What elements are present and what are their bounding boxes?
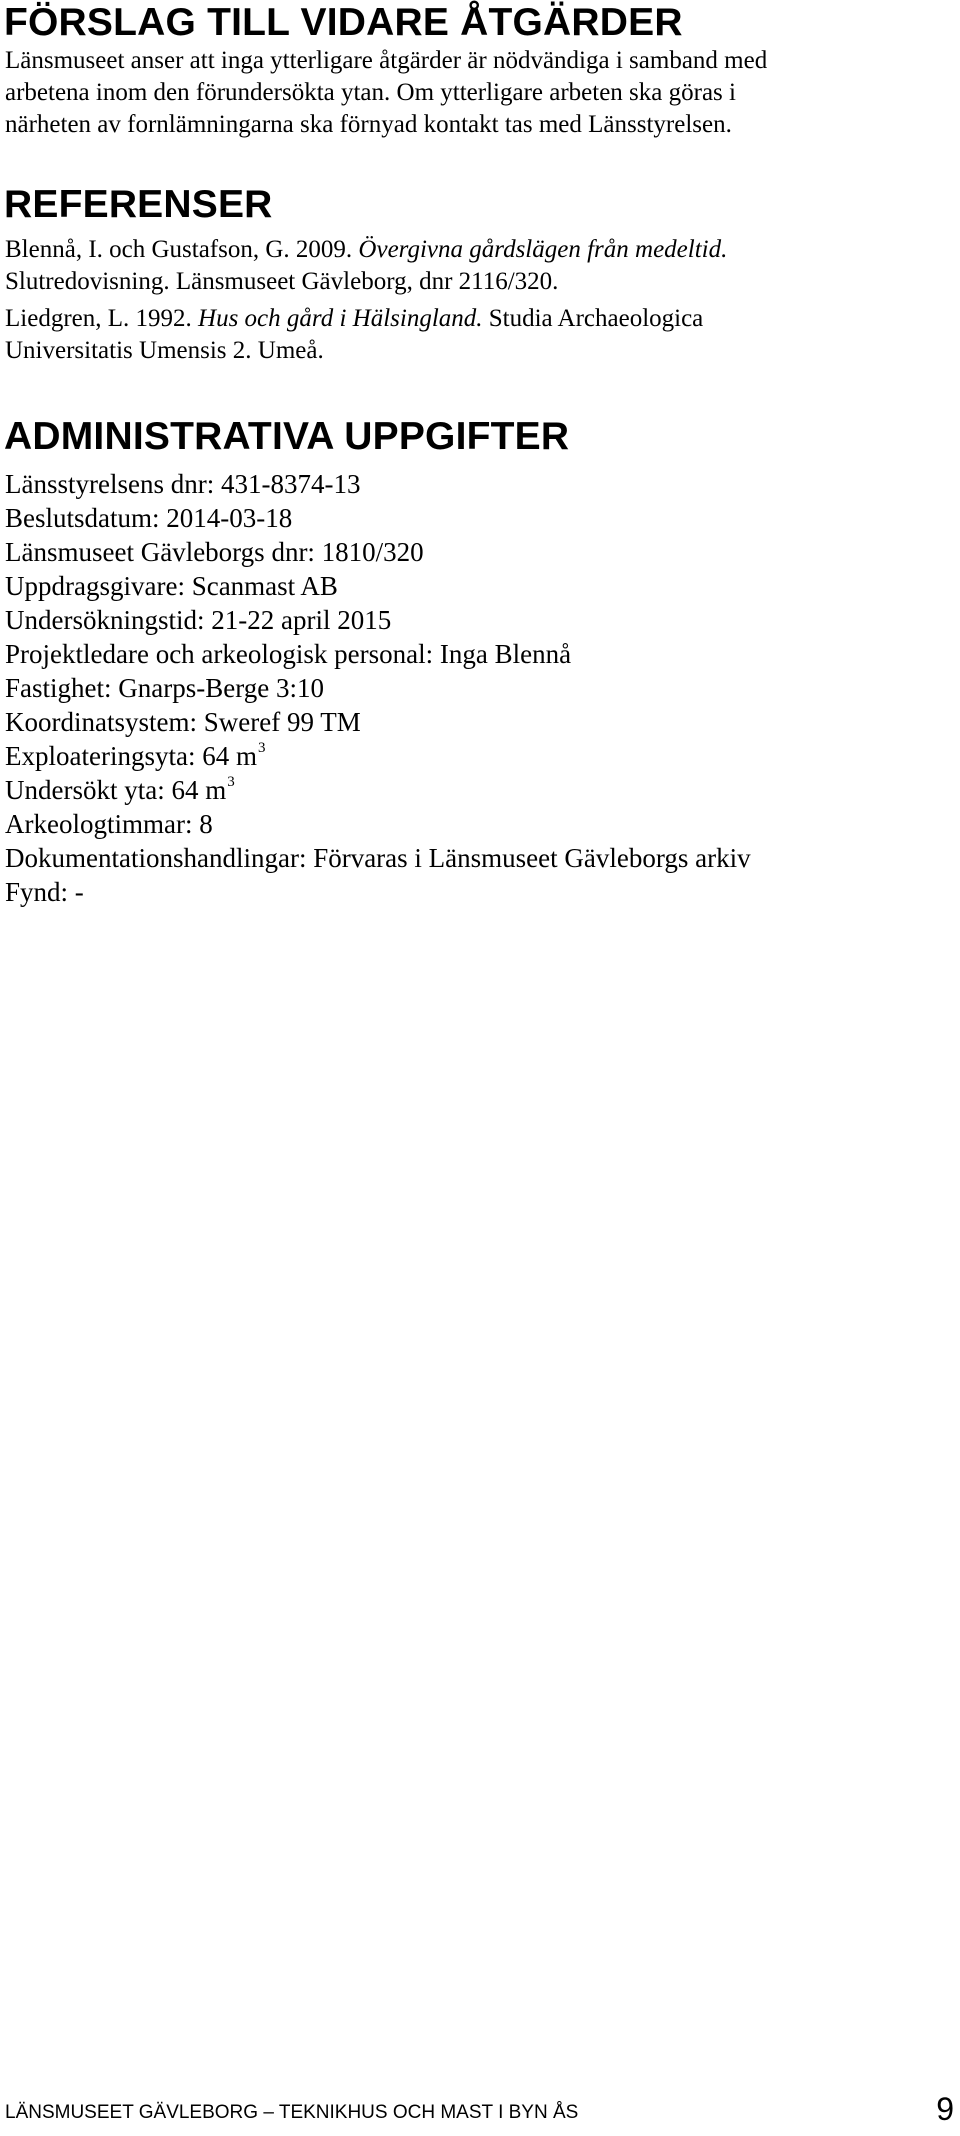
- surveyed-area-superscript: 3: [227, 774, 235, 790]
- exploitation-area-superscript: 3: [257, 740, 266, 756]
- admin-item-decision-date: Beslutsdatum: 2014-03-18: [5, 503, 293, 533]
- reference-2-continuation: Universitatis Umensis 2. Umeå.: [5, 337, 324, 364]
- heading-recommendations: FÖRSLAG TILL VIDARE ÅTGÄRDER: [4, 1, 683, 44]
- admin-item-surveyed-area: [5, 773, 751, 807]
- admin-item-survey-time: Undersökningstid: 21-22 april 2015: [5, 605, 392, 635]
- administrative-list: [5, 467, 751, 909]
- admin-item-county-dnr: Länsstyrelsens dnr: 431-8374-13: [5, 469, 361, 499]
- admin-item-archaeologist-hours: Arkeologtimmar: 8: [5, 809, 213, 839]
- heading-references: REFERENSER: [4, 183, 273, 226]
- recommendations-line-3: närheten av fornlämningarna ska förnyad kontakt tas med Länsstyrelsen.: [5, 111, 732, 138]
- admin-item-project-lead: Projektledare och arkeologisk personal: Inga Blennå: [5, 639, 572, 669]
- reference-1-continuation: Slutredovisning. Länsmuseet Gävleborg, dnr 2116/320.: [5, 268, 559, 295]
- admin-item-property: Fastighet: Gnarps-Berge 3:10: [5, 673, 324, 703]
- admin-item-finds: Fynd: -: [5, 877, 84, 907]
- admin-item-client: Uppdragsgivare: Scanmast AB: [5, 571, 338, 601]
- admin-item-exploitation-area: [5, 739, 751, 773]
- admin-item-museum-dnr: Länsmuseet Gävleborgs dnr: 1810/320: [5, 537, 424, 567]
- reference-2-title: Hus och gård i Hälsingland.: [198, 305, 483, 332]
- surveyed-area-label: Undersökt yta: 64 m: [5, 775, 227, 805]
- reference-2-author: Liedgren, L. 1992.: [5, 305, 199, 332]
- admin-item-documentation: Dokumentationshandlingar: Förvaras i Länsmuseet Gävleborgs arkiv: [5, 843, 751, 873]
- recommendations-line-1: Länsmuseet anser att inga ytterligare åtgärder är nödvändiga i samband med: [5, 47, 768, 74]
- recommendations-line-2: arbetena inom den förundersökta ytan. Om ytterligare arbeten ska göras i: [5, 79, 736, 106]
- footer-text: LÄNSMUSEET GÄVLEBORG – TEKNIKHUS OCH MAST I BYN ÅS: [5, 2102, 579, 2123]
- page-number: 9: [936, 2091, 954, 2127]
- reference-1-title: Övergivna gårdslägen från medeltid.: [358, 236, 728, 263]
- reference-1-author: Blennå, I. och Gustafson, G. 2009.: [5, 236, 359, 263]
- reference-2: [5, 303, 703, 335]
- reference-2-series: Studia Archaeologica: [482, 305, 704, 332]
- admin-item-coordinate-system: Koordinatsystem: Sweref 99 TM: [5, 707, 361, 737]
- exploitation-area-label: Exploateringsyta: 64 m: [5, 741, 257, 771]
- reference-1: [5, 234, 727, 266]
- heading-administrative: ADMINISTRATIVA UPPGIFTER: [4, 415, 570, 458]
